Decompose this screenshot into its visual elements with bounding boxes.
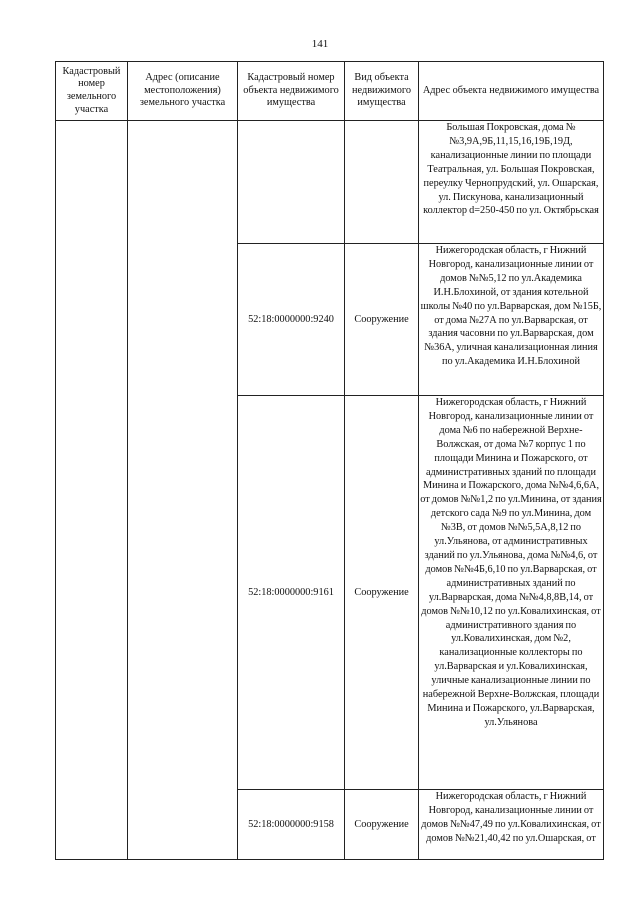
object-address-cell: Большая Покровская, дома №№3,9А,9Б,11,15,16,19Б,19Д, канализационные линии по площади Театральная, ул. Большая Покровская, переулку Чернопрудский, ул. Ошарская, ул. Пискунова, канализационный коллектор d=250-450 по ул. Октябрьская [419, 121, 604, 244]
object-address-cell: Нижегородская область, г Нижний Новгород, канализационные линии от домов №№5,12 по ул.Академика И.Н.Блохиной, от здания котельной школы №40 по ул.Варварская, дом №15Б, от дома №27А по ул.Варварская, от здания часовни по ул.Варварская, дом №36А, уличная канализационная линия по ул.Академика И.Н.Блохиной [419, 244, 604, 396]
table-header [56, 62, 604, 121]
land-cadastral-cell [56, 121, 128, 860]
object-cadastral-cell [238, 121, 345, 244]
object-type-cell: Сооружение [345, 790, 419, 860]
land-address-cell [128, 121, 238, 860]
object-cadastral-cell: 52:18:0000000:9158 [238, 790, 345, 860]
object-cadastral-cell: 52:18:0000000:9161 [238, 396, 345, 790]
object-address-cell: Нижегородская область, г Нижний Новгород, канализационные линии от дома №6 по набережной Верхне-Волжская, от дома №7 корпус 1 по площади Минина и Пожарского, от административных зданий по площади Минина и Пожарского, дома №№4,6,6А, от домов №№1,2 по ул.Минина, от здания детского сада №9 по ул.Минина, дом №3В, от домов №№5,5А,8,12 по ул.Ульянова, от административных зданий по ул.Ульянова, дома №№4,6, от домов №№4Б,6,10 по ул.Варварская, от административных зданий по ул.Варварская, дома №№4,8,8В,14, от домов №№10,12 по ул.Ковалихинская, от административного здания по ул.Ковалихинская, дом №2, канализационные коллекторы по ул.Варварская и ул.Ковалихинская, уличные канализационные линии по набережной Верхне-Волжская, площади Минина и Пожарского, ул.Варварская, ул.Ульянова [419, 396, 604, 790]
object-type-cell: Сооружение [345, 244, 419, 396]
object-address-cell: Нижегородская область, г Нижний Новгород, канализационные линии от домов №№47,49 по ул.Ковалихинская, от домов №№21,40,42 по ул.Ошарская, от [419, 790, 604, 860]
page-number: 141 [311, 38, 329, 50]
object-type-cell: Сооружение [345, 396, 419, 790]
header-object-cadastral-number: Кадастровый номер объекта недвижимого имущества [238, 62, 345, 121]
property-table [55, 61, 604, 860]
header-land-address: Адрес (описание местоположения) земельного участка [128, 62, 238, 121]
table-row [56, 121, 604, 244]
header-land-cadastral-number: Кадастровый номер земельного участка [56, 62, 128, 121]
table-body [56, 121, 604, 860]
object-type-cell [345, 121, 419, 244]
header-object-address: Адрес объекта недвижимого имущества [419, 62, 604, 121]
header-object-type: Вид объекта недвижимого имущества [345, 62, 419, 121]
object-cadastral-cell: 52:18:0000000:9240 [238, 244, 345, 396]
